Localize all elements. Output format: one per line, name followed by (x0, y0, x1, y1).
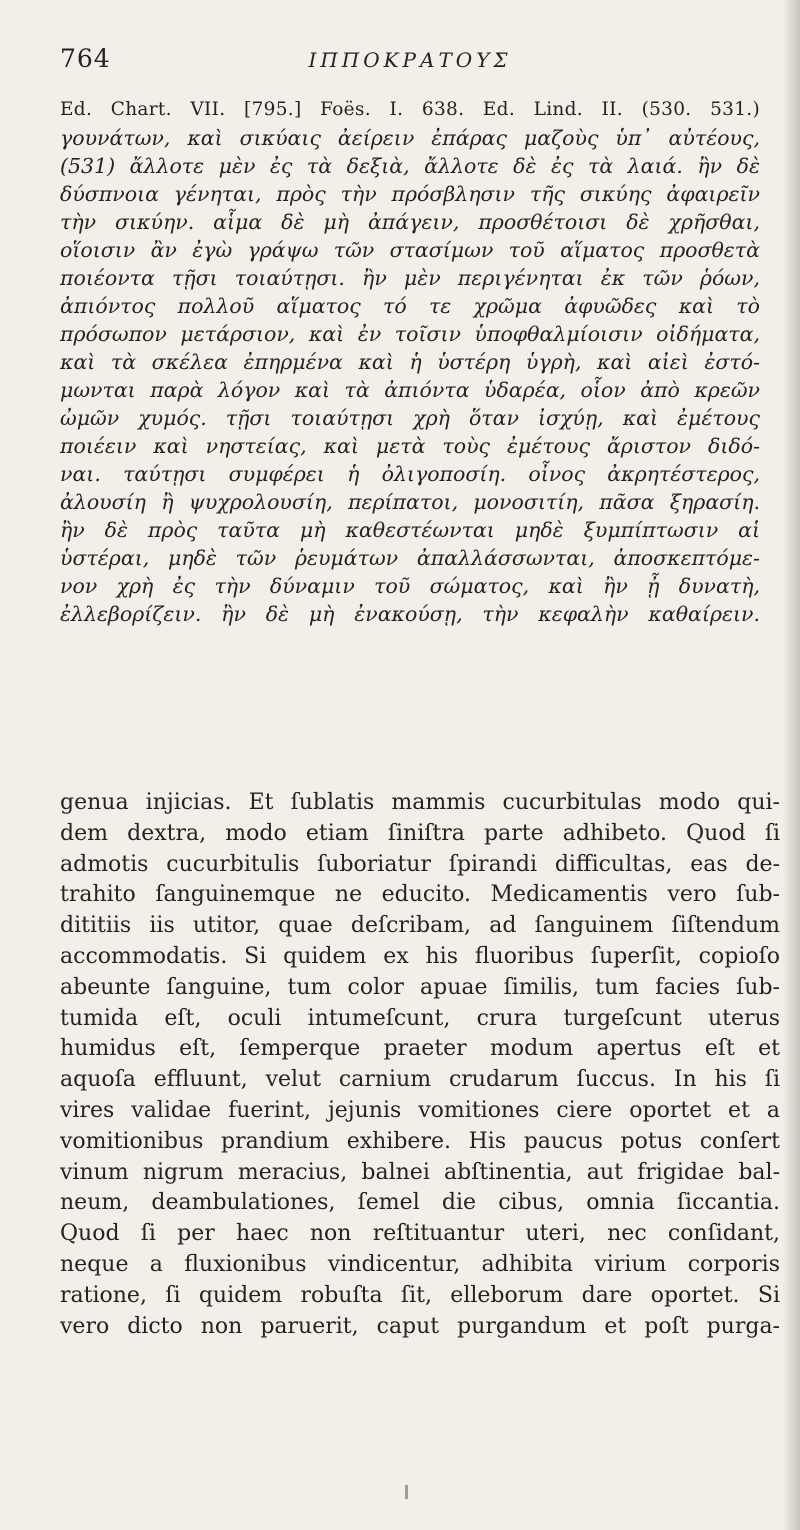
latin-text-line: vomitionibus prandium exhibere. His paucus potus conſert (60, 1128, 780, 1154)
greek-text-block (60, 96, 760, 628)
latin-text-line: vinum nigrum meracius, balnei abſtinentia, aut frigidae bal- (60, 1159, 780, 1185)
latin-text-line: vires validae fuerint, jejunis vomitiones ciere oportet et a (60, 1097, 780, 1123)
greek-text-line: ἀπιόντος πολλοῦ αἵματος τό τε χρῶμα ἀφυῶδες καὶ τὸ (60, 294, 760, 318)
greek-text-line: ὠμῶν χυμός. τῇσι τοιαύτῃσι χρὴ ὅταν ἰσχύῃ, καὶ ἐμέτους (60, 406, 760, 430)
greek-text-line: ὑστέραι, μηδὲ τῶν ῥευμάτων ἀπαλλάσσωνται, ἀποσκεπτόμε- (60, 546, 760, 570)
latin-text-line: dem dextra, modo etiam ſiniſtra parte adhibeto. Quod ſi (60, 820, 780, 846)
latin-translation-block (60, 788, 780, 1342)
page-number: 764 (60, 44, 111, 73)
greek-text-line: τὴν σικύην. αἷμα δὲ μὴ ἀπάγειν, προσθέτοισι δὲ χρῆσθαι, (60, 210, 760, 234)
greek-text-line: ποιέειν καὶ νηστείας, καὶ μετὰ τοὺς ἐμέτους ἄριστον διδό- (60, 434, 760, 458)
latin-text-line: accommodatis. Si quidem ex his fluoribus ſuperſit, copioſo (60, 943, 780, 969)
greek-text-line: ἢν δὲ πρὸς ταῦτα μὴ καθεστέωνται μηδὲ ξυμπίπτωσιν αἱ (60, 518, 760, 542)
latin-text-line: admotis cucurbitulis ſuboriatur ſpirandi difficultas, eas de- (60, 851, 780, 877)
latin-text-line: vero dicto non paruerit, caput purgandum et poſt purga- (60, 1313, 780, 1339)
greek-text-line: γουνάτων, καὶ σικύαις ἀείρειν ἐπάρας μαζοὺς ὑπ᾽ αὐτέους, (60, 126, 760, 150)
greek-text-line: ναι. ταύτῃσι συμφέρει ἡ ὀλιγοποσίη. οἶνος ἀκρητέστερος, (60, 462, 760, 486)
latin-text-line: aquoſa effluunt, velut carnium crudarum ſuccus. In his ſi (60, 1067, 780, 1093)
running-head: ΙΠΠΟΚΡΑΤΟΥΣ (308, 48, 512, 72)
edition-citation-line: Ed. Chart. VII. [795.] Foës. I. 638. Ed. Lind. II. (530. 531.) (60, 99, 760, 120)
latin-text-line: neque a fluxionibus vindicentur, adhibita virium corporis (60, 1251, 780, 1277)
latin-text-line: dititiis iis utitor, quae deſcribam, ad ſanguinem ſiſtendum (60, 913, 780, 939)
greek-text-line: οἵοισιν ἂν ἐγὼ γράψω τῶν στασίμων τοῦ αἵματος προσθετὰ (60, 238, 760, 262)
greek-text-line: μωνται παρὰ λόγον καὶ τὰ ἀπιόντα ὑδαρέα, οἷον ἀπὸ κρεῶν (60, 378, 760, 402)
latin-text-line: ratione, ſi quidem robuſta ſit, elleborum dare oportet. Si (60, 1282, 780, 1308)
greek-text-line: δύσπνοια γένηται, πρὸς τὴν πρόσβλησιν τῆς σικύης ἀφαιρεῖν (60, 182, 760, 206)
page-edge-shadow (782, 0, 800, 1530)
greek-text-line: ἐλλεβορίζειν. ἢν δὲ μὴ ἐνακούσῃ, τὴν κεφαλὴν καθαίρειν. (60, 602, 760, 626)
print-mark (405, 1485, 408, 1499)
greek-text-line: πρόσωπον μετάρσιον, καὶ ἐν τοῖσιν ὑποφθαλμίοισιν οἰδήματα, (60, 322, 760, 346)
latin-text-line: neum, deambulationes, ſemel die cibus, omnia ſiccantia. (60, 1190, 780, 1216)
latin-text-line: trahito ſanguinemque ne educito. Medicamentis vero ſub- (60, 882, 780, 908)
greek-text-line: (531) ἄλλοτε μὲν ἐς τὰ δεξιὰ, ἄλλοτε δὲ ἐς τὰ λαιά. ἢν δὲ (60, 154, 760, 178)
page-header (60, 44, 760, 84)
latin-text-line: tumida eſt, oculi intumeſcunt, crura turgeſcunt uterus (60, 1005, 780, 1031)
latin-text-line: humidus eſt, ſemperque praeter modum apertus eſt et (60, 1036, 780, 1062)
greek-text-line: καὶ τὰ σκέλεα ἐπηρμένα καὶ ἡ ὑστέρη ὑγρὴ, καὶ αἰεὶ ἐστό- (60, 350, 760, 374)
latin-text-line: abeunte ſanguine, tum color apuae ſimilis, tum facies ſub- (60, 974, 780, 1000)
latin-text-line: Quod ſi per haec non reſtituantur uteri, nec conſidant, (60, 1221, 780, 1247)
greek-text-line: νον χρὴ ἐς τὴν δύναμιν τοῦ σώματος, καὶ ἢν ᾖ δυνατὴ, (60, 574, 760, 598)
latin-text-line: genua injicias. Et ſublatis mammis cucurbitulas modo qui- (60, 790, 780, 815)
greek-text-line: ἀλουσίη ἢ ψυχρολουσίη, περίπατοι, μονοσιτίη, πᾶσα ξηρασίη. (60, 490, 760, 514)
greek-text-line: ποιέοντα τῇσι τοιαύτῃσι. ἢν μὲν περιγένηται ἐκ τῶν ῥόων, (60, 266, 760, 290)
